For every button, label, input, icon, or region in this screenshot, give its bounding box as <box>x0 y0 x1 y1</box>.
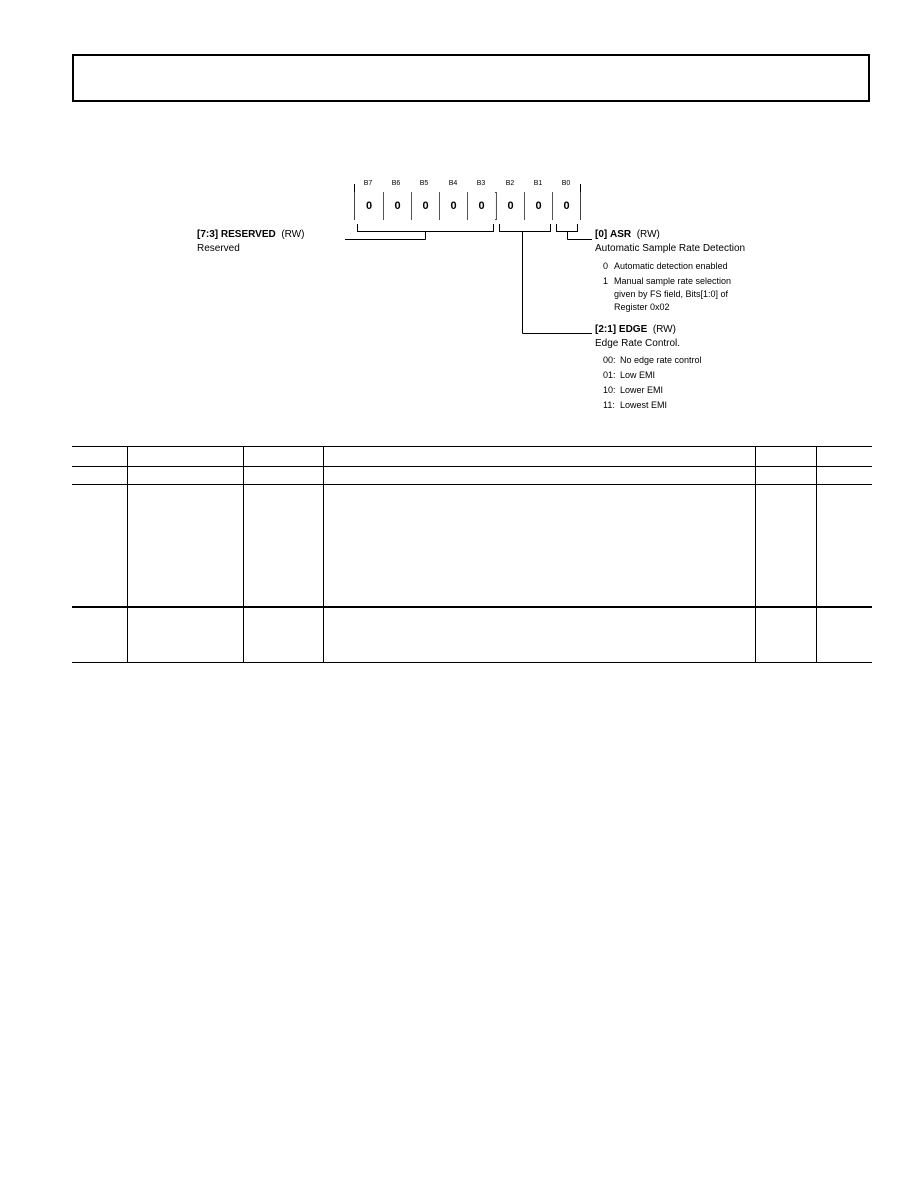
table-row-divider <box>72 606 872 608</box>
asr-option-text-cont: given by FS field, Bits[1:0] of <box>614 289 729 299</box>
bit-value-b4: 0 <box>439 192 467 220</box>
asr-option-text-cont: Register 0x02 <box>614 302 670 312</box>
table-column-divider <box>816 446 817 663</box>
bit-label-b7: B7 <box>363 180 373 187</box>
reserved-field-name: RESERVED <box>220 229 276 240</box>
edge-field-name: EDGE <box>618 324 648 335</box>
table-column-divider <box>323 446 324 663</box>
edge-field-description: Edge Rate Control. <box>595 338 681 349</box>
edge-option-code: 11: <box>603 400 615 410</box>
edge-option-text: Low EMI <box>620 370 656 380</box>
table-column-divider <box>127 446 128 663</box>
edge-option-text: No edge rate control <box>620 355 702 365</box>
table-bottom-border <box>72 662 872 663</box>
bit-value-b7: 0 <box>355 192 383 220</box>
reserved-field-access: (RW) <box>281 229 305 240</box>
edge-option-code: 00: <box>603 355 616 365</box>
edge-option-text: Lower EMI <box>620 385 664 395</box>
bit-label-b6: B6 <box>391 180 401 187</box>
table-header-divider <box>72 466 872 467</box>
reserved-field-range: [7:3] <box>197 229 219 240</box>
edge-option-text: Lowest EMI <box>620 400 668 410</box>
asr-option-text: Manual sample rate selection <box>614 276 732 286</box>
bit-value-b0: 0 <box>552 192 580 220</box>
edge-option-code: 10: <box>603 385 616 395</box>
bit-label-b3: B3 <box>476 180 486 187</box>
table-top-border <box>72 446 872 447</box>
reserved-field-description: Reserved <box>197 243 240 254</box>
asr-field-access: (RW) <box>636 229 660 240</box>
asr-field-description: Automatic Sample Rate Detection <box>595 243 746 254</box>
bit-value-b6: 0 <box>383 192 411 220</box>
bit-label-b2: B2 <box>505 180 515 187</box>
bit-label-b1: B1 <box>533 180 543 187</box>
asr-option-code: 0 <box>603 261 609 271</box>
asr-field-range: [0] <box>595 229 608 240</box>
edge-option-code: 01: <box>603 370 616 380</box>
asr-field-title <box>595 230 660 240</box>
edge-field-title <box>595 325 676 335</box>
edge-field-range: [2:1] <box>595 324 617 335</box>
bit-label-b0: B0 <box>561 180 571 187</box>
asr-field-name: ASR <box>610 229 632 240</box>
table-row-divider <box>72 484 872 485</box>
reserved-field-title <box>197 230 304 240</box>
table-column-divider <box>755 446 756 663</box>
bit-label-b4: B4 <box>448 180 458 187</box>
bit-value-b5: 0 <box>411 192 439 220</box>
asr-option-code: 1 <box>603 276 609 286</box>
table-column-divider <box>243 446 244 663</box>
bit-value-b3: 0 <box>467 192 495 220</box>
bit-value-b2: 0 <box>496 192 524 220</box>
edge-field-access: (RW) <box>652 324 676 335</box>
bit-value-b1: 0 <box>524 192 552 220</box>
bit-label-b5: B5 <box>419 180 429 187</box>
asr-option-text: Automatic detection enabled <box>614 261 728 271</box>
